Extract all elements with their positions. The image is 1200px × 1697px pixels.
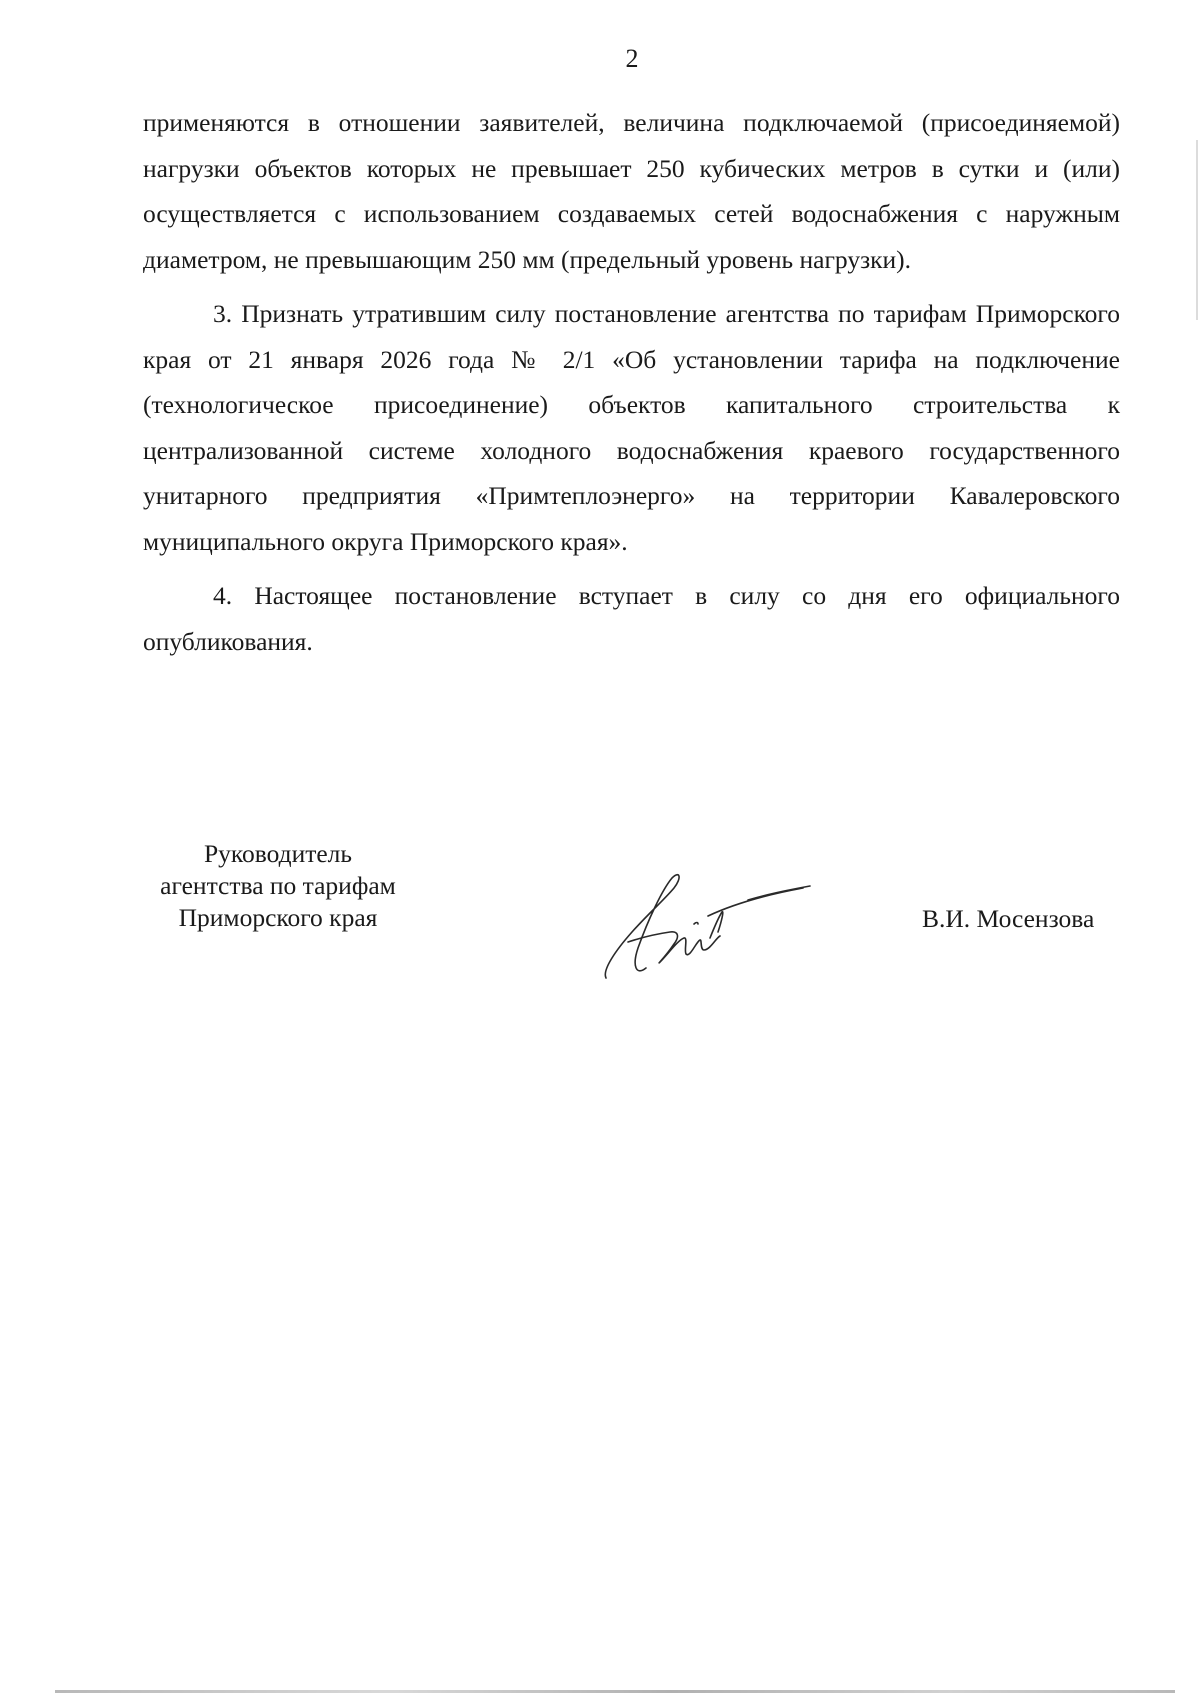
- signer-title-line-1: Руководитель: [203, 839, 353, 868]
- paragraph-item-3: 3. Признать утратившим силу постановление агентства по тарифам Приморского края от 21 января 2026 года № 2/1 «Об установлении тарифа на подключение (технологическое присоединение) объектов капитального строительства к централизованной системе холодного водоснабжения краевого государственного унитарного предприятия «Примтеплоэнерго» на территории Кавалеровского муниципального округа Приморского края».: [143, 299, 1120, 556]
- signer-name: В.И. Мосензова: [922, 904, 1095, 933]
- document-body: [143, 100, 1120, 673]
- signer-title: [138, 838, 418, 934]
- page-number: 2: [625, 44, 639, 73]
- signer-title-line-2: агентства по тарифам: [160, 871, 396, 900]
- paragraph-continuation: применяются в отношении заявителей, величина подключаемой (присоединяемой) нагрузки объектов которых не превышает 250 кубических метров в сутки и (или) осуществляется с использованием создаваемых сетей водоснабжения с наружным диаметром, не превышающим 250 мм (предельный уровень нагрузки).: [143, 108, 1120, 274]
- handwritten-signature-icon: [598, 858, 818, 988]
- paragraph-item-4: 4. Настоящее постановление вступает в силу со дня его официального опубликования.: [143, 581, 1120, 656]
- scan-edge-right: [1196, 140, 1198, 320]
- signature-block: [0, 838, 1200, 978]
- signer-title-line-3: Приморского края: [178, 903, 378, 932]
- scan-edge-bottom: [55, 1690, 1175, 1693]
